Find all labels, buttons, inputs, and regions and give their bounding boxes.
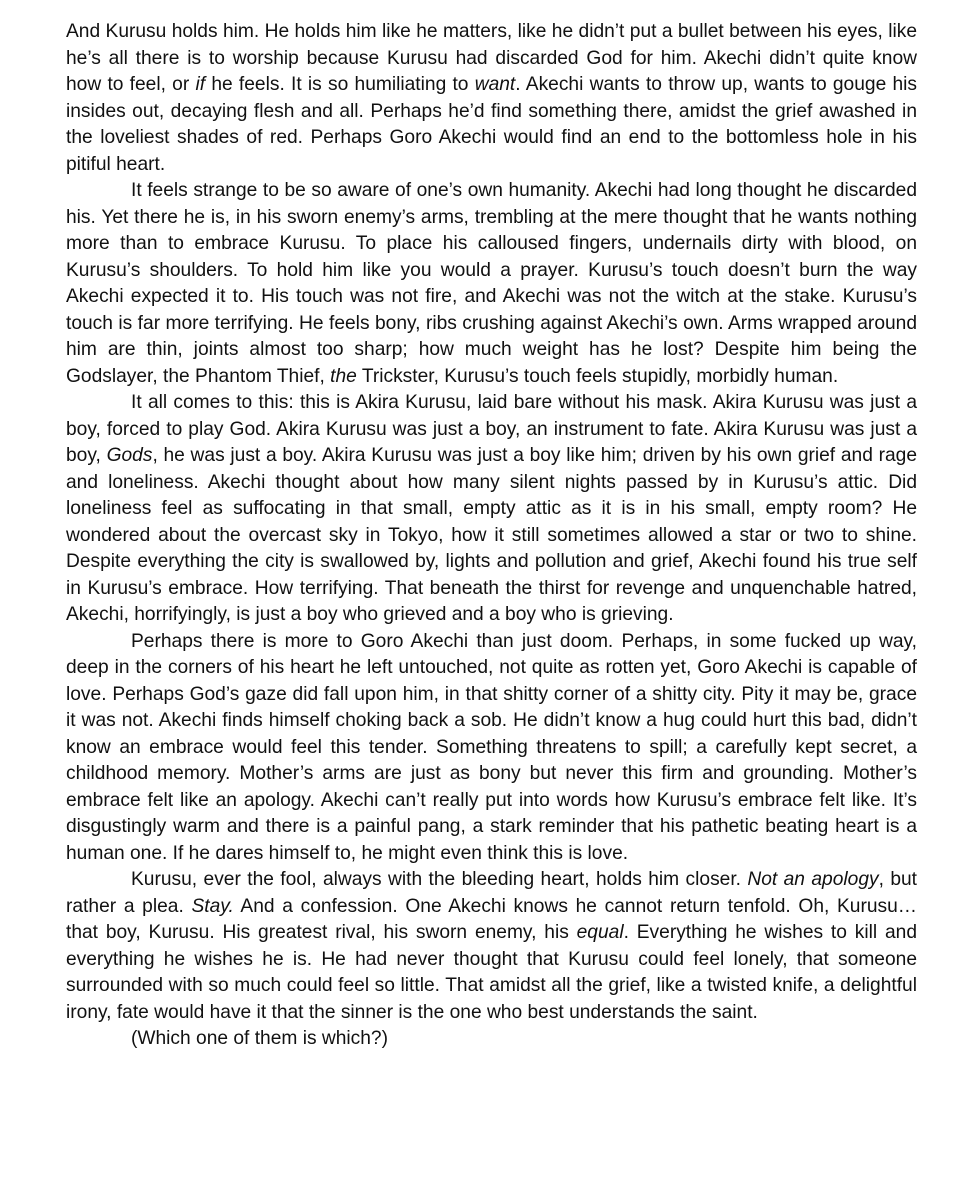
italic-run: Gods [106, 445, 153, 466]
italic-run: Stay. [191, 895, 234, 917]
text-run: It feels strange to be so aware of one’s own humanity. Akechi had long thought he discarded his. Yet there he is, in his sworn enemy’s arms, trembling at the mere thought that he wants nothing more than to embrace Kurusu. To place his calloused fingers, undernails dirty with blood, on Kurusu’s shoulders. To hold him like you would a prayer. Kurusu’s touch doesn’t burn the way Akechi expected it to. His touch was not fire, and Akechi was not the witch at the stake. Kurusu’s touch is far more terrifying. He feels bony, ribs crushing against Akechi’s own. Arms wrapped around him are thin, joints almost too sharp; how much weight has he lost? Despite him being the Godslayer, the Phantom Thief, [66, 180, 917, 387]
text-run: , but rather a plea. [66, 869, 917, 917]
italic-run: equal [576, 922, 624, 943]
text-run: , he was just a boy. Akira Kurusu was just a boy like him; driven by his own grief and rage and loneliness. Akechi thought about how many silent nights passed by in Kurusu’s attic. Did loneliness feel as suffocating in that small, empty attic as it is in his small, empty room? He wondered about the overcast sky in Tokyo, how it still sometimes allowed a star or two to shine. Despite everything the city is swallowed by, lights and pollution and grief, Akechi found his true self in Kurusu’s embrace. How terrifying. That beneath the thirst for revenge and unquenchable hatred, Akechi, horrifyingly, is just a boy who grieved and a boy who is grieving. [66, 445, 917, 625]
text-run: . Akechi wants to throw up, wants to gouge his insides out, decaying flesh and all. Perhaps he’d find something there, amidst the grief awashed in the loveliest shades of red. Perhaps Goro Akechi would find an end to the bottomless hole in his pitiful heart. [66, 74, 918, 175]
text-run: (Which one of them is which?) [131, 1028, 388, 1049]
text-run: he feels. It is so humiliating to [205, 74, 475, 95]
paragraph-6 [66, 1026, 917, 1053]
paragraph-1 [66, 19, 917, 178]
text-run: And Kurusu holds him. He holds him like he matters, like he didn’t put a bullet between his eyes, like he’s all there is to worship because Kurusu had discarded God for him. Akechi didn’t quite know how to feel, or [66, 21, 917, 95]
italic-run: the [330, 365, 357, 387]
italic-run: if [195, 74, 206, 95]
text-run: Perhaps there is more to Goro Akechi than just doom. Perhaps, in some fucked up way, deep in the corners of his heart he left untouched, not quite as rotten yet, Goro Akechi is capable of love. Perhaps God’s gaze did fall upon him, in that shitty corner of a shitty city. Pity it may be, grace it was not. Akechi finds himself choking back a sob. He didn’t know a hug could hurt this bad, didn’t know an embrace would feel this tender. Something threatens to spill; a carefully kept secret, a childhood memory. Mother’s arms are just as bony but never this firm and grounding. Mother’s embrace felt like an apology. Akechi can’t really put into words how Kurusu’s embrace felt like. It’s disgustingly warm and there is a painful pang, a stark reminder that his pathetic beating heart is a human one. If he dares himself to, he might even think this is love. [66, 630, 917, 864]
text-run: And a confession. One Akechi knows he cannot return tenfold. Oh, Kurusu… that boy, Kurusu. His greatest rival, his sworn enemy, his [66, 895, 917, 943]
italic-run: Not an apology [747, 869, 879, 890]
paragraph-4 [66, 629, 917, 868]
text-run: . Everything he wishes to kill and everything he wishes he is. He had never thought that Kurusu could feel lonely, that someone surrounded with so much could feel so little. That amidst all the grief, like a twisted knife, a delightful irony, fate would have it that the sinner is the one who best understands the saint. [66, 922, 917, 1023]
paragraph-3 [66, 390, 917, 629]
paragraph-2 [66, 178, 917, 390]
text-run: It all comes to this: this is Akira Kurusu, laid bare without his mask. Akira Kurusu was just a boy, forced to play God. Akira Kurusu was just a boy, an instrument to fate. Akira Kurusu was just a boy, [66, 392, 917, 466]
italic-run: want [474, 74, 516, 95]
text-run: Kurusu, ever the fool, always with the bleeding heart, holds him closer. [131, 869, 748, 890]
text-run: Trickster, Kurusu’s touch feels stupidly, morbidly human. [356, 365, 839, 387]
paragraph-5 [66, 867, 917, 1026]
